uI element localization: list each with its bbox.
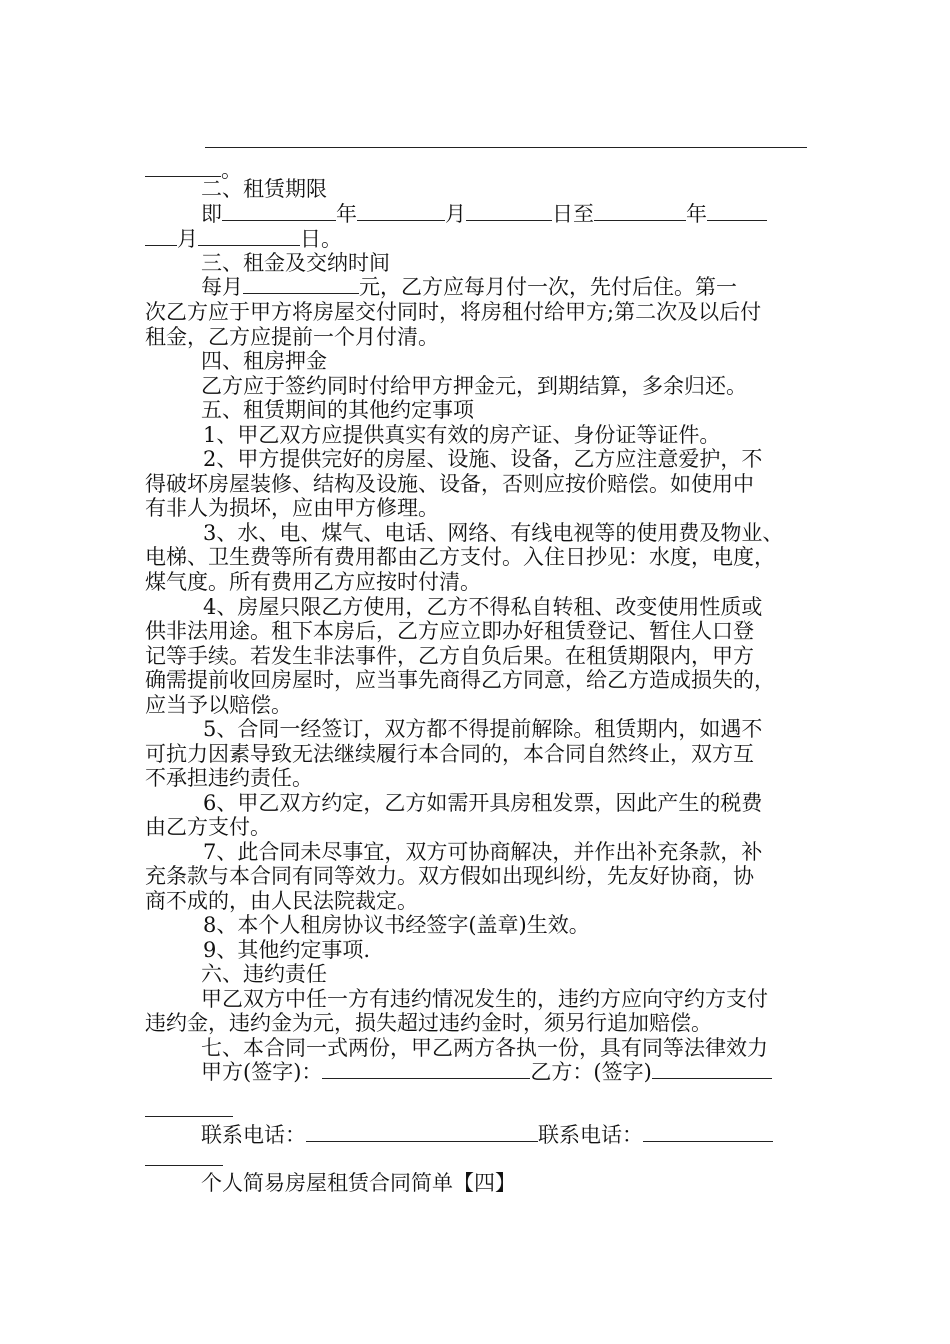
line-25: 可抗力因素导致无法继续履行本合同的，本合同自然终止，双方互 xyxy=(145,742,754,766)
line-21: 记等手续。若发生非法事件，乙方自负后果。在租赁期限内，甲方 xyxy=(145,644,754,668)
line-22: 确需提前收回房屋时，应当事先商得乙方同意，给乙方造成损失的， xyxy=(145,668,775,692)
section-heading-deposit: 四、租房押金 xyxy=(201,349,327,373)
text-segment: 。 xyxy=(221,158,242,182)
line-32: 8、本个人租房协议书经签字(盖章)生效。 xyxy=(203,913,590,937)
line-13: 2、甲方提供完好的房屋、设施、设备，乙方应注意爱护，不 xyxy=(203,447,763,471)
party-a-signature-field xyxy=(322,1059,530,1079)
line-4: 月 日。 xyxy=(145,226,807,252)
line-3: 即 年 月 日至 年 xyxy=(201,201,807,227)
signature-line xyxy=(201,1059,807,1085)
line-20: 供非法用途。租下本房后，乙方应立即办好租赁登记、暂住人口登 xyxy=(145,619,754,643)
line-8: 租金，乙方应提前一个月付清。 xyxy=(145,325,439,349)
blank-field xyxy=(198,226,300,246)
blank-field xyxy=(466,201,552,221)
party-b-phone-label: 联系电话： xyxy=(538,1123,643,1147)
line-17: 电梯、卫生费等所有费用都由乙方支付。入住日抄见：水度，电度， xyxy=(145,545,775,569)
party-a-phone-field xyxy=(306,1122,538,1142)
line-27: 6、甲乙双方约定，乙方如需开具房租发票，因此产生的税费 xyxy=(203,791,763,815)
line-14: 得破坏房屋装修、结构及设施、设备，否则应按价赔偿。如使用中 xyxy=(145,472,754,496)
signature-continuation-line xyxy=(145,1116,233,1117)
blank-field xyxy=(243,274,359,294)
blank-field xyxy=(145,157,221,177)
line-15: 有非人为损坏，应由甲方修理。 xyxy=(145,496,439,520)
line-7: 次乙方应于甲方将房屋交付同时，将房租付给甲方;第二次及以后付 xyxy=(145,300,762,324)
blank-field xyxy=(707,201,767,221)
line-33: 9、其他约定事项. xyxy=(203,938,371,962)
blank-field xyxy=(594,201,686,221)
section-heading-rent: 三、租金及交纳时间 xyxy=(201,251,390,275)
next-contract-title: 个人简易房屋租赁合同简单【四】 xyxy=(201,1171,516,1195)
line-16: 3、水、电、煤气、电话、网络、有线电视等的使用费及物业、 xyxy=(203,521,784,545)
party-b-signature-field xyxy=(652,1059,772,1079)
line-28: 由乙方支付。 xyxy=(145,815,271,839)
line-30: 充条款与本合同有同等效力。双方假如出现纠纷，先友好协商，协 xyxy=(145,864,754,888)
party-a-phone-label: 联系电话： xyxy=(201,1123,306,1147)
line-24: 5、合同一经签订，双方都不得提前解除。租赁期内，如遇不 xyxy=(203,717,763,741)
line-10: 乙方应于签约同时付给甲方押金元，到期结算，多余归还。 xyxy=(201,374,747,398)
party-a-signature-label: 甲方(签字)： xyxy=(201,1060,323,1084)
section-heading-copies: 七、本合同一式两份，甲乙两方各执一份，具有同等法律效力 xyxy=(201,1036,768,1060)
line-12: 1、甲乙双方应提供真实有效的房产证、身份证等证件。 xyxy=(203,423,721,447)
section-heading-lease-term: 二、租赁期限 xyxy=(201,177,327,201)
line-31: 商不成的，由人民法院裁定。 xyxy=(145,889,418,913)
top-blank-line xyxy=(205,147,807,148)
line-29: 7、此合同未尽事宜，双方可协商解决，并作出补充条款，补 xyxy=(203,840,763,864)
line-35: 甲乙双方中任一方有违约情况发生的，违约方应向守约方支付 xyxy=(201,987,768,1011)
contact-line xyxy=(201,1122,807,1148)
line-36: 违约金，违约金为元，损失超过违约金时，须另行追加赔偿。 xyxy=(145,1011,712,1035)
blank-field xyxy=(145,226,177,246)
party-b-phone-field xyxy=(643,1122,773,1142)
contact-continuation-line xyxy=(145,1165,223,1166)
line-26: 不承担违约责任。 xyxy=(145,766,313,790)
blank-field xyxy=(222,201,336,221)
section-heading-other-terms: 五、租赁期间的其他约定事项 xyxy=(201,398,474,422)
line-23: 应当予以赔偿。 xyxy=(145,693,292,717)
line-18: 煤气度。所有费用乙方应按时付清。 xyxy=(145,570,481,594)
section-heading-breach: 六、违约责任 xyxy=(201,962,327,986)
line-6: 每月 元，乙方应每月付一次，先付后住。第一 xyxy=(201,275,737,299)
line-19: 4、房屋只限乙方使用，乙方不得私自转租、改变使用性质或 xyxy=(203,595,763,619)
blank-field xyxy=(357,201,445,221)
party-b-signature-label: 乙方：(签字) xyxy=(530,1060,652,1084)
